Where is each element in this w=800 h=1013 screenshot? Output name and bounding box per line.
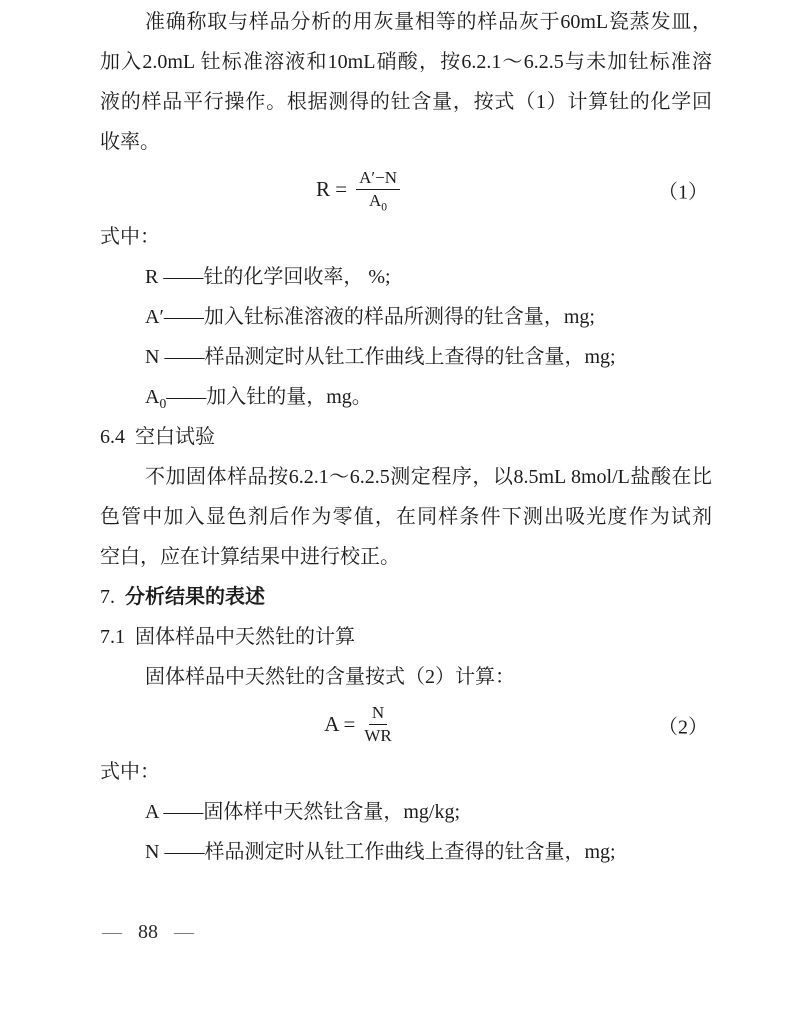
- section-heading-6-4: [100, 417, 712, 457]
- definition-dash: ——: [163, 801, 204, 823]
- fraction: [356, 168, 400, 212]
- definition-text: 样品测定时从钍工作曲线上查得的钍含量，mg;: [204, 346, 616, 368]
- definition-dash: ——: [163, 306, 204, 328]
- paragraph-line: 准确称取与样品分析的用灰量相等的样品灰于60mL瓷蒸发皿，: [145, 11, 712, 33]
- fraction: [364, 703, 391, 747]
- definition-item: [100, 337, 712, 377]
- equation-2: [100, 697, 712, 752]
- definition-symbol: A′: [145, 306, 164, 328]
- equation-lhs: R =: [316, 177, 348, 201]
- section-title: 分析结果的表述: [125, 586, 265, 608]
- equation-1-expression: [316, 168, 400, 212]
- definition-symbol: N: [145, 346, 165, 368]
- equation-1: [100, 162, 712, 217]
- fraction-denominator: WR: [364, 726, 392, 745]
- equation-2-expression: [324, 703, 392, 747]
- paragraph-recovery: [100, 2, 712, 162]
- section-number: 6.4: [100, 426, 125, 448]
- section-title: 固体样品中天然钍的计算: [135, 626, 355, 648]
- fraction-numerator: A′−N: [356, 168, 400, 190]
- definition-text: 加入钍的量，mg。: [206, 386, 372, 408]
- definition-dash: ——: [166, 386, 207, 408]
- definition-dash: ——: [163, 266, 204, 288]
- equation-number: （1）: [658, 181, 708, 203]
- page-footer: [102, 918, 194, 946]
- definition-item: [100, 832, 712, 872]
- section-heading-7: [100, 577, 712, 617]
- paragraph-calc-intro: 固体样品中天然钍的含量按式（2）计算：: [145, 666, 515, 688]
- where-label: 式中：: [100, 226, 160, 248]
- fraction-denominator: $A_0$: [369, 191, 388, 214]
- definition-list-1: [100, 257, 712, 417]
- definition-item: [100, 257, 712, 297]
- section-title: 空白试验: [135, 426, 215, 448]
- equation-number: （2）: [658, 716, 708, 738]
- definition-text: 钍的化学回收率， %;: [203, 266, 391, 288]
- definition-item: [100, 297, 712, 337]
- definition-symbol: A: [145, 801, 164, 823]
- definition-symbol: N: [145, 841, 165, 863]
- definition-dash: ——: [164, 841, 205, 863]
- definition-dash: ——: [164, 346, 205, 368]
- page-content: [100, 2, 712, 872]
- footer-page-number: 88: [138, 921, 158, 943]
- paragraph-line: 不加固体样品按6.2.1～6.2.5测定程序，以8.5mL 8mol/L盐酸在比: [145, 466, 712, 488]
- definition-symbol: R: [145, 266, 164, 288]
- section-number: 7.1: [100, 626, 125, 648]
- definition-text: 样品测定时从钍工作曲线上查得的钍含量，mg;: [204, 841, 616, 863]
- paragraph-line: 色管中加入显色剂后作为零值，在同样条件下测出吸光度作为试剂: [100, 506, 712, 528]
- paragraph-blank-test: [100, 457, 712, 577]
- paragraph-line: 液的样品平行操作。根据测得的钍含量，按式（1）计算钍的化学回: [100, 91, 712, 113]
- section-heading-7-1: [100, 617, 712, 657]
- paragraph-line: 空白，应在计算结果中进行校正。: [100, 546, 400, 568]
- equation-lhs: A =: [324, 712, 356, 736]
- definition-text: 加入钍标准溶液的样品所测得的钍含量，mg;: [203, 306, 595, 328]
- definition-list-2: [100, 792, 712, 872]
- where-label: 式中：: [100, 761, 160, 783]
- definition-symbol: $A_0$: [145, 386, 167, 411]
- paragraph-line: 收率。: [100, 131, 160, 153]
- paragraph-line: 加入2.0mL 钍标准溶液和10mL硝酸，按6.2.1～6.2.5与未加钍标准溶: [100, 51, 712, 73]
- fraction-numerator: N: [369, 703, 387, 725]
- section-number: 7.: [100, 586, 115, 608]
- definition-text: 固体样中天然钍含量，mg/kg;: [203, 801, 461, 823]
- footer-dash-right: —: [174, 921, 194, 943]
- footer-dash-left: —: [102, 921, 122, 943]
- definition-item: [100, 377, 712, 417]
- definition-item: [100, 792, 712, 832]
